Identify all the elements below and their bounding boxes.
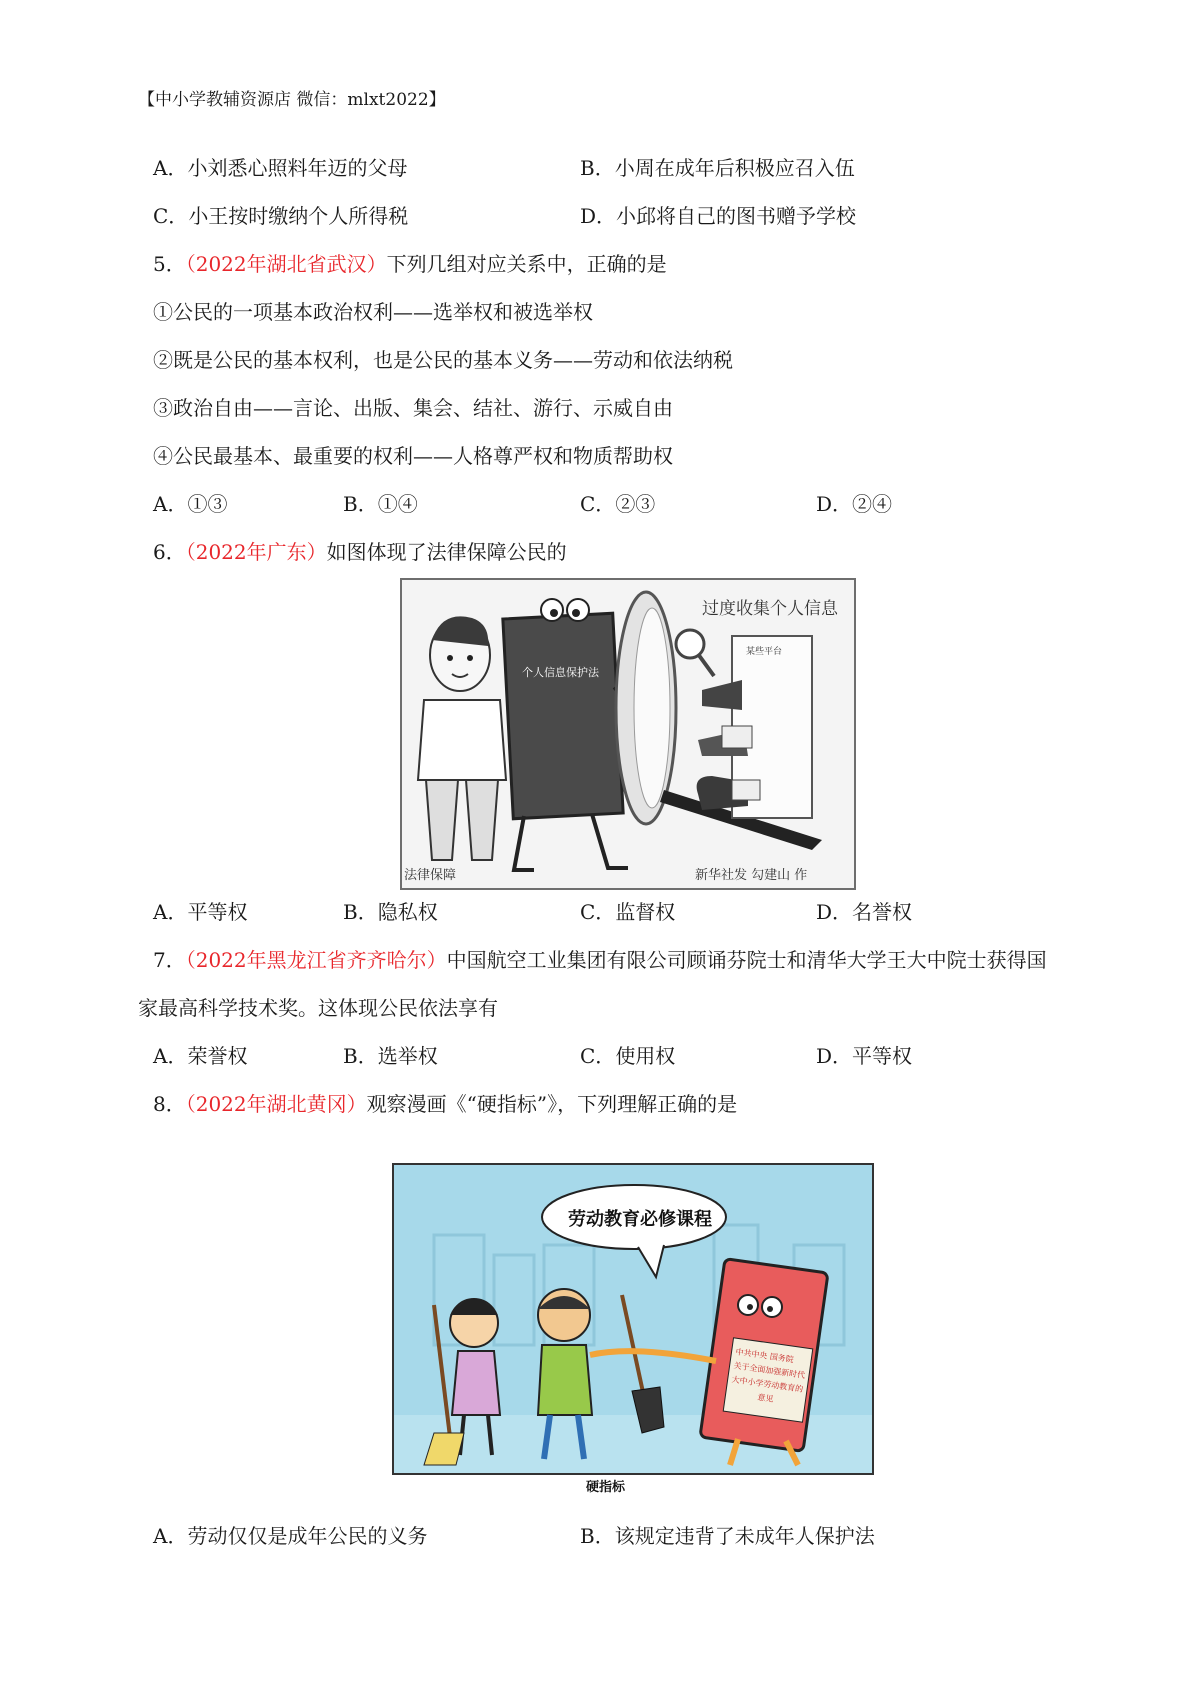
q5-statement-2: ②既是公民的基本权利，也是公民的基本义务——劳动和依法纳税 <box>153 348 733 372</box>
q5-option-a <box>153 490 227 518</box>
q6-option-a <box>153 898 247 926</box>
option-text: ②③ <box>615 492 656 516</box>
option-letter: A． <box>153 492 188 516</box>
q7-option-b <box>343 1042 438 1070</box>
figure-caption: 硬指标 <box>586 1480 626 1495</box>
q4-option-b <box>580 154 855 182</box>
q7-option-c <box>580 1042 675 1070</box>
option-text: ①③ <box>187 492 228 516</box>
q4-option-c <box>153 202 408 230</box>
q4-option-a <box>153 154 407 182</box>
option-text: 监督权 <box>615 900 676 924</box>
option-letter: A． <box>153 156 188 180</box>
question-text: 下列几组对应关系中，正确的是 <box>386 252 667 276</box>
question-number: 5． <box>153 252 186 276</box>
option-text: 小王按时缴纳个人所得税 <box>188 204 409 228</box>
option-text: 隐私权 <box>377 900 438 924</box>
q8-option-a <box>153 1522 427 1550</box>
q5-stem <box>153 250 667 278</box>
option-letter: A． <box>153 1524 188 1548</box>
option-text: 平等权 <box>852 1044 913 1068</box>
question-number: 6． <box>153 540 186 564</box>
q6-option-d <box>816 898 912 926</box>
speech-bubble-text: 劳动教育必修课程 <box>568 1209 712 1230</box>
option-letter: C． <box>580 1044 616 1068</box>
option-text: 该规定违背了未成年人保护法 <box>614 1524 875 1548</box>
question-source: （2022年湖北黄冈） <box>185 1092 367 1116</box>
privacy-law-cartoon <box>400 578 856 890</box>
platform-label: 某些平台 <box>746 647 783 657</box>
q5-option-d <box>816 490 892 518</box>
q5-statement-1: ①公民的一项基本政治权利——选举权和被选举权 <box>153 300 593 324</box>
q6-stem <box>153 538 567 566</box>
option-text: 小周在成年后积极应召入伍 <box>614 156 855 180</box>
option-text: ②④ <box>852 492 893 516</box>
option-text: 小邱将自己的图书赠予学校 <box>616 204 857 228</box>
option-text: ①④ <box>377 492 418 516</box>
question-source: （2022年黑龙江省齐齐哈尔） <box>185 948 447 972</box>
option-letter: B． <box>343 1044 378 1068</box>
option-letter: B． <box>580 1524 615 1548</box>
option-letter: D． <box>580 204 617 228</box>
question-source: （2022年湖北省武汉） <box>185 252 387 276</box>
figure-caption-right: 新华社发 勾建山 作 <box>695 868 808 883</box>
option-letter: A． <box>153 1044 188 1068</box>
q8-option-b <box>580 1522 875 1550</box>
option-letter: A． <box>153 900 188 924</box>
book-line: 关于全面加强新时代 <box>733 1361 806 1381</box>
option-letter: C． <box>153 204 189 228</box>
option-letter: C． <box>580 900 616 924</box>
q6-option-c <box>580 898 675 926</box>
q7-option-d <box>816 1042 912 1070</box>
option-text: 劳动仅仅是成年公民的义务 <box>187 1524 428 1548</box>
option-letter: D． <box>816 492 853 516</box>
option-letter: D． <box>816 1044 853 1068</box>
q7-option-a <box>153 1042 247 1070</box>
q5-option-b <box>343 490 418 518</box>
cartoon-title: 过度收集个人信息 <box>702 599 838 619</box>
question-text: 如图体现了法律保障公民的 <box>326 540 567 564</box>
q6-option-b <box>343 898 438 926</box>
book-line: 大中小学劳动教育的 <box>731 1374 804 1394</box>
question-text: 观察漫画《“硬指标”》，下列理解正确的是 <box>366 1092 738 1116</box>
option-letter: B． <box>343 900 378 924</box>
question-number: 7． <box>153 948 186 972</box>
option-text: 选举权 <box>377 1044 438 1068</box>
question-number: 8． <box>153 1092 186 1116</box>
cartoon-drawing <box>394 1165 872 1473</box>
figure-caption-left: 法律保障 <box>404 868 457 883</box>
q4-option-d <box>580 202 856 230</box>
book-label: 个人信息保护法 <box>522 666 599 679</box>
option-letter: C． <box>580 492 616 516</box>
option-letter: B． <box>343 492 378 516</box>
q5-statement-4: ④公民最基本、最重要的权利——人格尊严权和物质帮助权 <box>153 444 673 468</box>
question-source: （2022年广东） <box>185 540 327 564</box>
labor-education-cartoon <box>392 1163 874 1475</box>
option-text: 名誉权 <box>852 900 913 924</box>
q7-stem-line1 <box>153 946 1047 974</box>
option-text: 平等权 <box>187 900 248 924</box>
q8-stem <box>153 1090 737 1118</box>
page-header: 【中小学教辅资源店 微信：mlxt2022】 <box>138 90 446 110</box>
book-line: 意见 <box>756 1392 774 1404</box>
q7-stem-line2: 家最高科学技术奖。这体现公民依法享有 <box>138 996 498 1020</box>
book-line: 中共中央 国务院 <box>734 1347 795 1365</box>
option-text: 荣誉权 <box>187 1044 248 1068</box>
q5-statement-3: ③政治自由——言论、出版、集会、结社、游行、示威自由 <box>153 396 673 420</box>
q5-option-c <box>580 490 655 518</box>
option-letter: B． <box>580 156 615 180</box>
option-letter: D． <box>816 900 853 924</box>
cartoon-drawing <box>402 580 854 888</box>
option-text: 使用权 <box>615 1044 676 1068</box>
question-text: 中国航空工业集团有限公司顾诵芬院士和清华大学王大中院士获得国 <box>446 948 1047 972</box>
option-text: 小刘悉心照料年迈的父母 <box>187 156 408 180</box>
